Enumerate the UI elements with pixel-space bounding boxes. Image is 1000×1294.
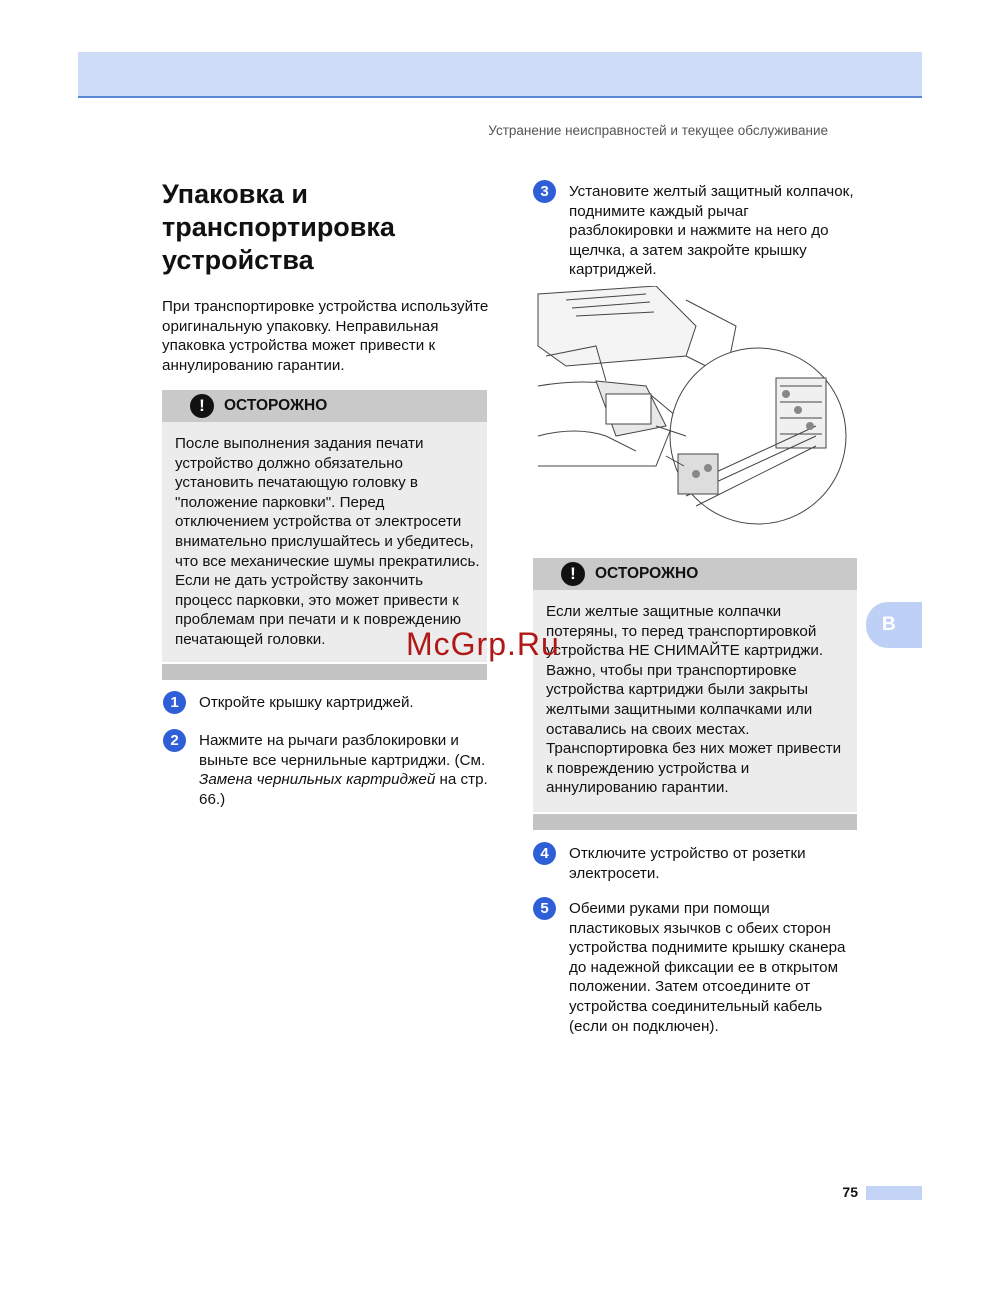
caution-footer	[533, 814, 857, 830]
caution-label: ОСТОРОЖНО	[595, 565, 699, 582]
step-text-part: Нажмите на рычаги разблокировки и выньте все чернильные картриджи. (См.	[199, 732, 486, 769]
step-number: 3	[533, 180, 556, 203]
caution-text: Если желтые защитные колпачки потеряны, то перед транспортировкой устройства НЕ СНИМАЙТЕ картриджи. Важно, чтобы при транспортировке устройства картриджи были закрыты желтыми защитными колпачками или оставались на своих местах. Транспортировка без них может привести к повреждению устройства и аннулированию гарантии.	[546, 603, 842, 797]
page-number: 75	[842, 1184, 858, 1200]
step-text	[199, 731, 493, 809]
step-text: Откройте крышку картриджей.	[199, 694, 414, 711]
step-text-part: на стр. 66.)	[199, 771, 488, 808]
section-title	[162, 178, 492, 277]
running-header: Устранение неисправностей и текущее обслуживание	[488, 123, 828, 138]
step-1	[163, 693, 493, 714]
header-bar	[78, 52, 922, 98]
step-number: 5	[533, 897, 556, 920]
warning-icon: !	[561, 562, 585, 586]
step-3	[533, 182, 863, 280]
step-4	[533, 844, 863, 883]
title-line: транспортировка	[162, 212, 395, 242]
step-text: Обеими руками при помощи пластиковых язычков с обеих сторон устройства поднимите крышку сканера до надежной фиксации ее в открытом положении. Затем отсоедините от устройства соединительный кабель (если он подключен).	[569, 900, 846, 1035]
cross-reference-link[interactable]: Замена чернильных картриджей	[199, 771, 436, 789]
step-5	[533, 899, 863, 1036]
intro-paragraph: При транспортировке устройства используйте оригинальную упаковку. Неправильная упаковка устройства может привести к аннулированию гарантии.	[162, 298, 489, 374]
caution-footer	[162, 664, 487, 680]
page-number-bar	[866, 1186, 922, 1200]
title-line: Упаковка и	[162, 179, 308, 209]
caution-box	[533, 590, 857, 812]
warning-icon: !	[190, 394, 214, 418]
watermark: McGrp.Ru	[406, 626, 560, 662]
step-number: 1	[163, 691, 186, 714]
caution-header	[162, 390, 487, 422]
step-number: 2	[163, 729, 186, 752]
caution-label: ОСТОРОЖНО	[224, 397, 328, 414]
step-2	[163, 731, 493, 809]
caution-header	[533, 558, 857, 590]
step-text: Установите желтый защитный колпачок, поднимите каждый рычаг разблокировки и нажмите на него до щелчка, а затем закройте крышку картриджей.	[569, 183, 854, 279]
step-text: Отключите устройство от розетки электросети.	[569, 845, 806, 882]
caution-text: После выполнения задания печати устройство должно обязательно установить печатающую головку в "положение парковки". Перед отключением устройства от электросети внимательно прислушайтесь и убедитесь, что все механические шумы прекратились. Если не дать устройству закончить процесс парковки, это может привести к проблемам при печати и к повреждению печатающей головки.	[175, 435, 480, 648]
printer-cartridge-illustration	[536, 286, 848, 542]
step-number: 4	[533, 842, 556, 865]
appendix-tab: B	[866, 602, 922, 648]
title-line: устройства	[162, 245, 314, 275]
